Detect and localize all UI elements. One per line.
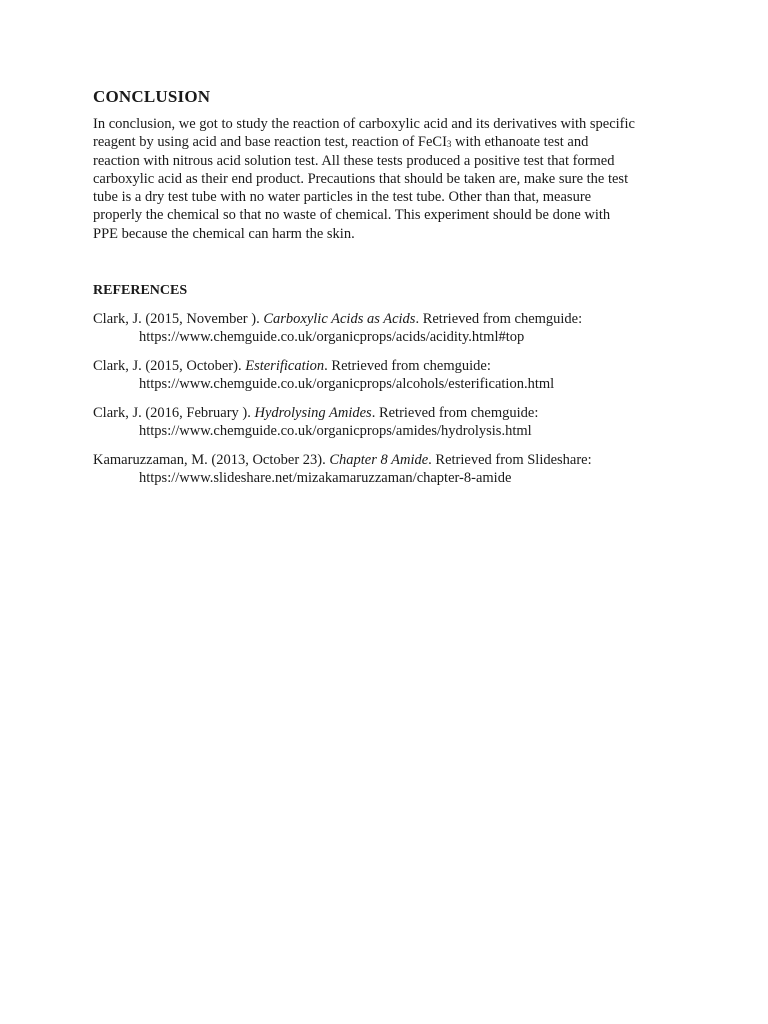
references-heading: REFERENCES	[93, 283, 188, 298]
paragraph-line: PPE because the chemical can harm the skin.	[93, 225, 355, 242]
reference-entry	[93, 404, 693, 440]
reference-source: . Retrieved from chemguide:	[371, 405, 539, 421]
reference-author-date: Clark, J. (2015, November ).	[93, 311, 264, 327]
reference-source: . Retrieved from chemguide:	[415, 311, 583, 327]
page-content	[93, 86, 683, 486]
paragraph-line: properly the chemical so that no waste of chemical. This experiment should be done with	[93, 207, 611, 224]
reference-url: https://www.chemguide.co.uk/organicprops/alcohols/esterification.html	[139, 376, 555, 392]
reference-url: https://www.slideshare.net/mizakamaruzzaman/chapter-8-amide	[139, 470, 512, 486]
references-list	[93, 310, 693, 498]
paragraph-line-text: reagent by using acid and base reaction test, reaction of FeCI	[93, 134, 447, 151]
reference-author-date: Clark, J. (2015, October).	[93, 358, 246, 374]
paragraph-line	[93, 133, 683, 151]
paragraph-line-text: with ethanoate test and	[451, 134, 589, 151]
reference-author-date: Kamaruzzaman, M. (2013, October 23).	[93, 452, 330, 468]
reference-author-date: Clark, J. (2016, February ).	[93, 405, 255, 421]
reference-source: . Retrieved from Slideshare:	[428, 452, 592, 468]
reference-entry	[93, 451, 693, 487]
conclusion-paragraph	[93, 115, 683, 243]
paragraph-line: In conclusion, we got to study the reaction of carboxylic acid and its derivatives with specific	[93, 116, 635, 132]
reference-title: Esterification	[245, 358, 325, 374]
paragraph-line: tube is a dry test tube with no water particles in the test tube. Other than that, measure	[93, 189, 592, 206]
paragraph-line: reaction with nitrous acid solution test. All these tests produced a positive test that formed	[93, 152, 615, 169]
reference-title: Carboxylic Acids as Acids	[263, 311, 416, 327]
reference-url: https://www.chemguide.co.uk/organicprops/amides/hydrolysis.html	[139, 423, 532, 439]
reference-title: Chapter 8 Amide	[329, 452, 429, 468]
reference-entry	[93, 310, 693, 346]
subscript: 3	[446, 139, 452, 150]
conclusion-heading: CONCLUSION	[93, 87, 211, 106]
reference-source: . Retrieved from chemguide:	[324, 358, 491, 374]
reference-entry	[93, 357, 693, 393]
reference-title: Hydrolysing Amides	[254, 405, 372, 421]
paragraph-line: carboxylic acid as their end product. Precautions that should be taken are, make sure the test	[93, 170, 629, 187]
reference-url: https://www.chemguide.co.uk/organicprops/acids/acidity.html#top	[139, 329, 525, 345]
